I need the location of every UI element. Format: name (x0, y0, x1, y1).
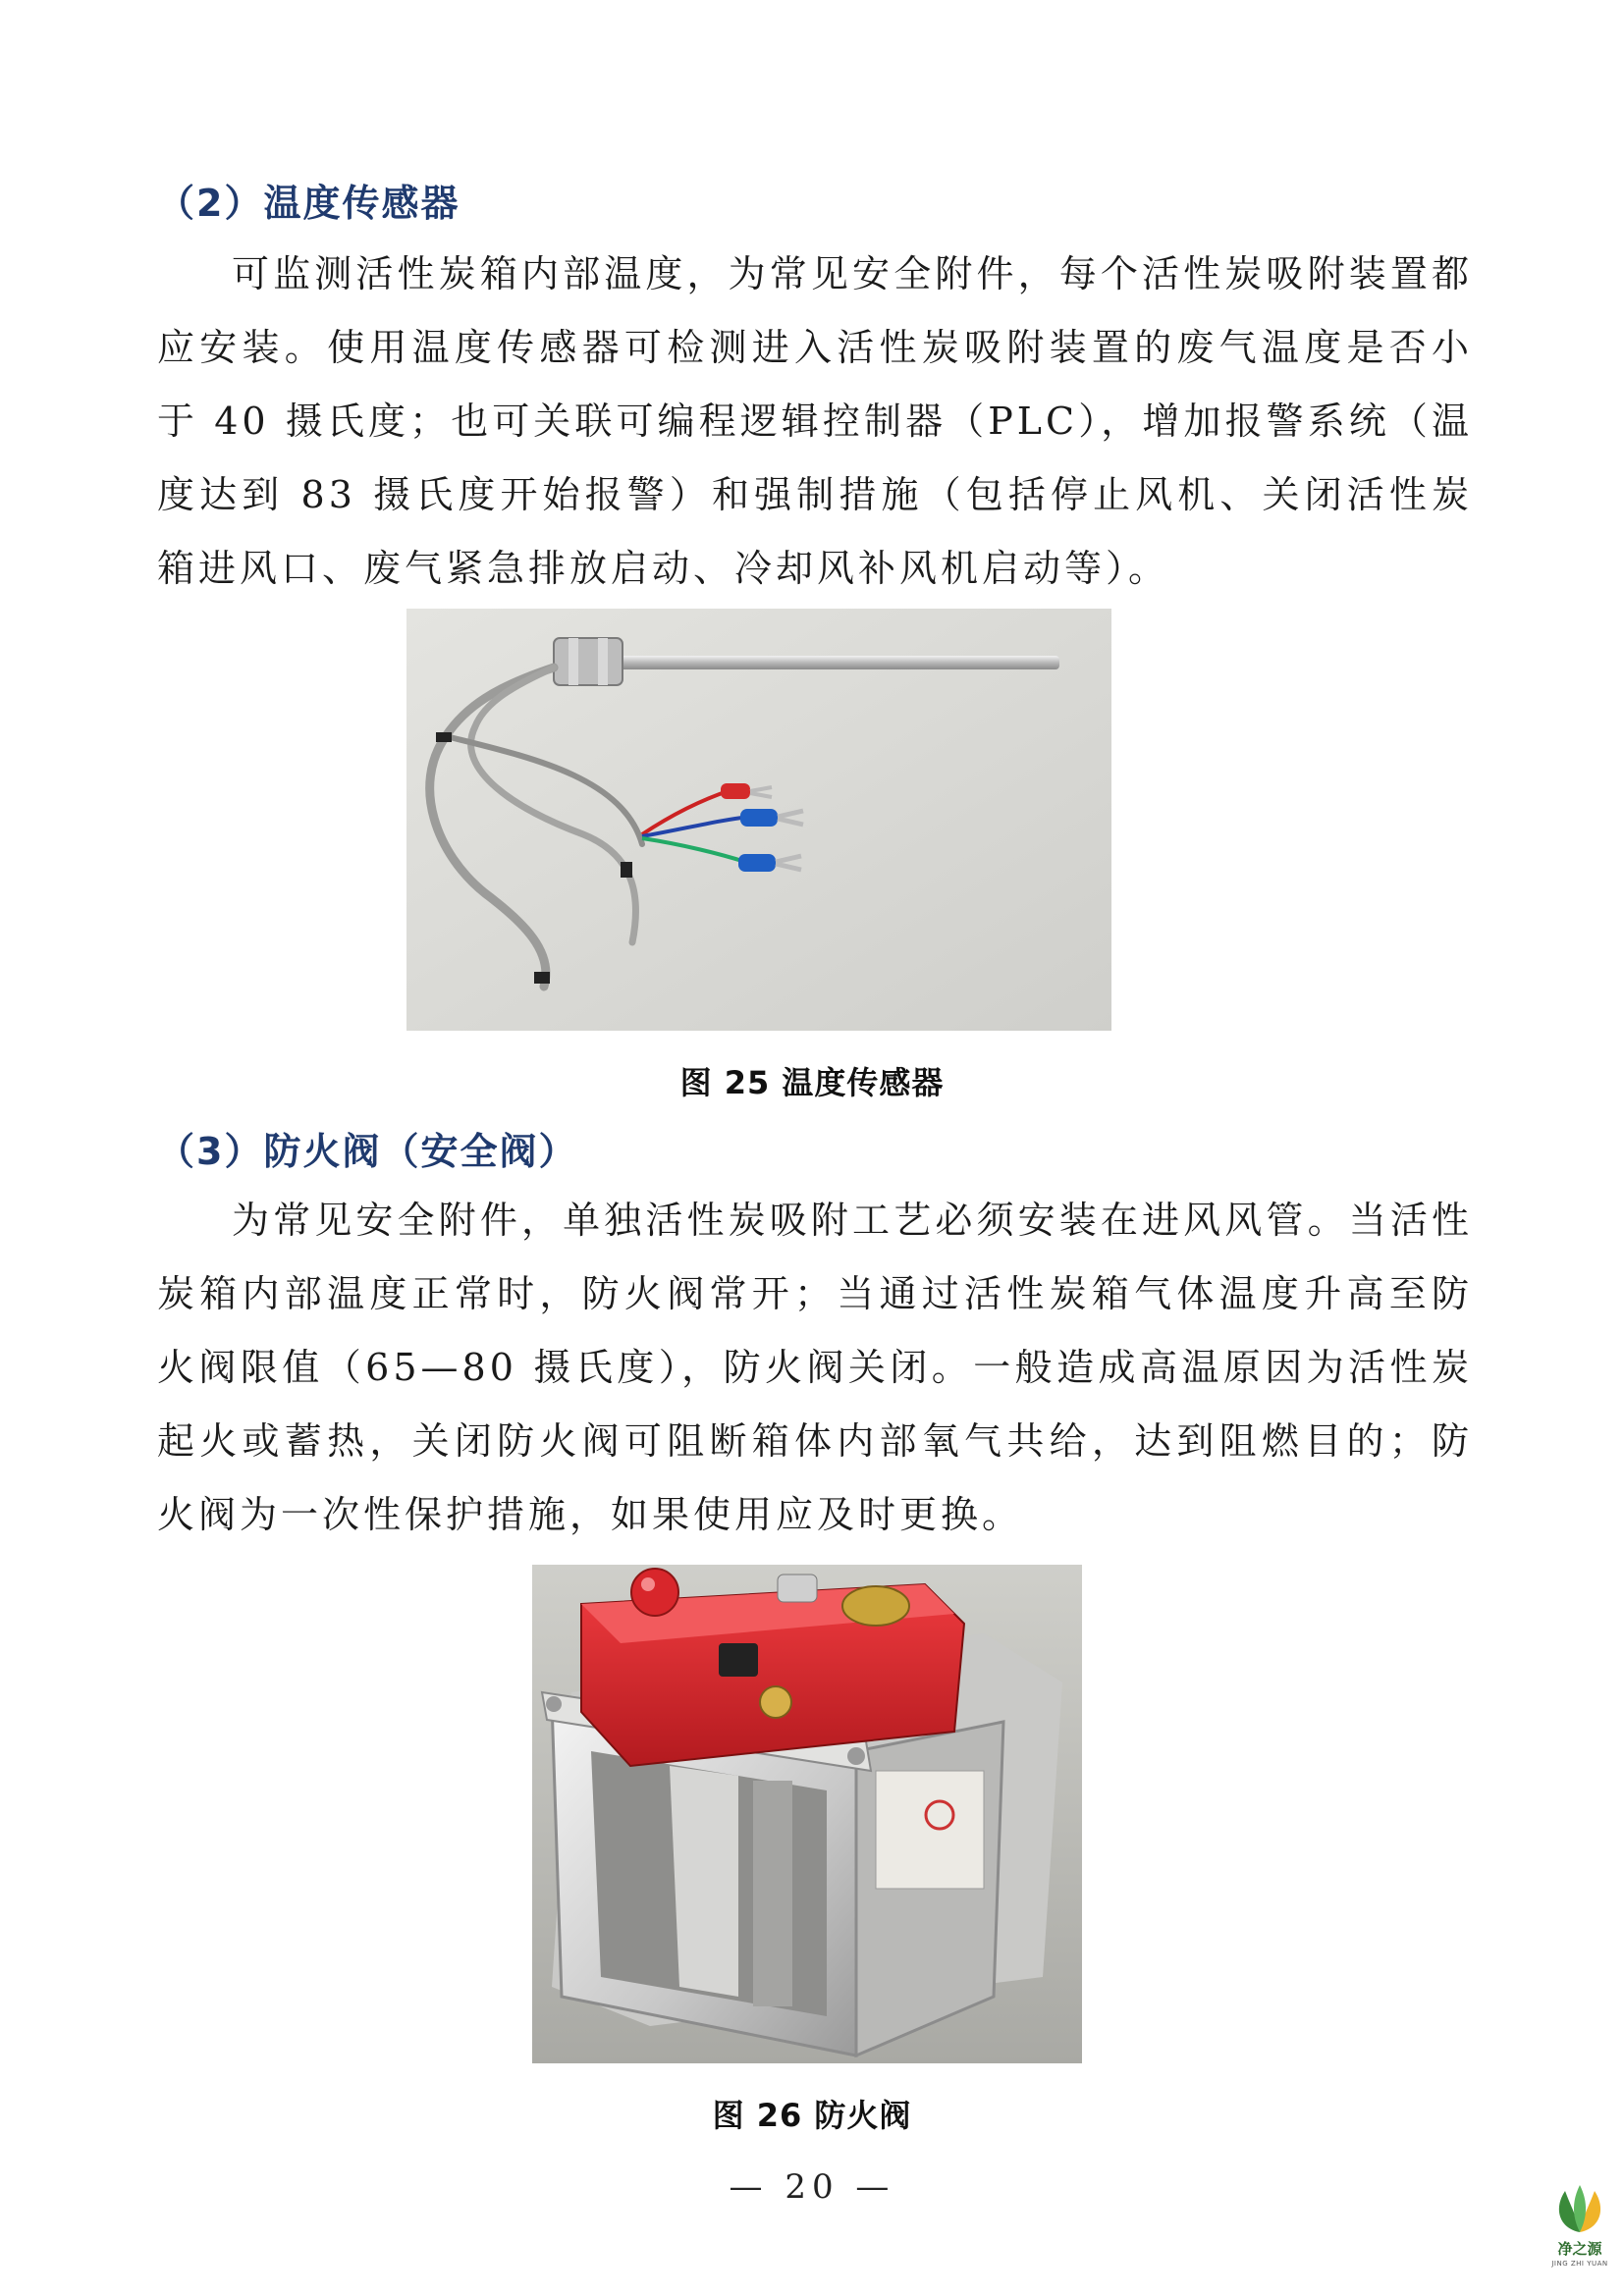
paragraph-text: 为常见安全附件，单独活性炭吸附工艺必须安装在进风风管。当活性炭箱内部温度正常时，防火阀常开；当通过活性炭箱气体温度升高至防火阀限值（65—80 摄氏度），防火阀关闭。一般造成高温原因为活性炭起火或蓄热，关闭防火阀可阻断箱体内部氧气共给，达到阻燃目的；防火阀为一次性保护措施，如果使用应及时更换。 (157, 1199, 1473, 1536)
figure-caption-26: 图 26 防火阀 (712, 2097, 912, 2134)
figure-fire-damper-image (532, 1565, 1082, 2063)
figure-temperature-sensor-image (406, 609, 1111, 1031)
section-heading-temperature-sensor: （2）温度传感器 (157, 182, 460, 225)
paragraph-text: 可监测活性炭箱内部温度，为常见安全附件，每个活性炭吸附装置都应安装。使用温度传感器可检测进入活性炭吸附装置的废气温度是否小于 40 摄氏度；也可关联可编程逻辑控制器（PLC），增加报警系统（温度达到 83 摄氏度开始报警）和强制措施（包括停止风机、关闭活性炭箱进风口、废气紧急排放启动、冷却风补风机启动等）。 (157, 252, 1473, 590)
figure-caption-25: 图 25 温度传感器 (679, 1064, 945, 1101)
brand-logo (1549, 2181, 1610, 2279)
leaf-logo-icon (1549, 2181, 1610, 2236)
paragraph-fire-damper (157, 1184, 1473, 1552)
temperature-sensor-illustration (406, 609, 1111, 1031)
fire-damper-illustration (532, 1565, 1082, 2063)
logo-name: 净之源 (1557, 2240, 1602, 2258)
logo-subtitle: JING ZHI YUAN (1551, 2260, 1608, 2268)
section-heading-fire-damper: （3）防火阀（安全阀） (157, 1130, 578, 1173)
paragraph-temperature-sensor (157, 238, 1473, 606)
page-number: — 20 — (729, 2167, 895, 2207)
